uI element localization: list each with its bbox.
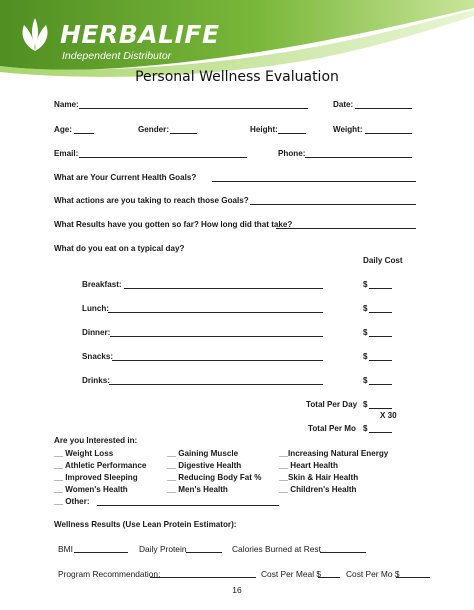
meal-drinks-cost-field[interactable] bbox=[369, 384, 392, 385]
interest-other[interactable]: __ Other: bbox=[54, 497, 90, 506]
height-label: Height: bbox=[250, 125, 278, 134]
cost-per-mo-label: Cost Per Mo $ bbox=[346, 569, 400, 579]
meal-lunch-label: Lunch: bbox=[82, 304, 109, 313]
meal-snacks-cost: $ bbox=[363, 352, 368, 361]
page-number: 16 bbox=[232, 585, 242, 595]
meal-drinks-field[interactable] bbox=[109, 384, 323, 385]
interest-athletic-performance[interactable]: __ Athletic Performance bbox=[54, 461, 147, 470]
meal-snacks-label: Snacks: bbox=[82, 352, 114, 361]
interest-gaining-muscle[interactable]: __ Gaining Muscle bbox=[167, 449, 239, 458]
cost-per-meal-label: Cost Per Meal $ bbox=[261, 569, 322, 579]
total-per-day-cost: $ bbox=[363, 400, 368, 409]
total-per-mo-field[interactable] bbox=[369, 432, 392, 433]
bmi-label: BMI bbox=[58, 544, 73, 554]
total-per-mo-cost: $ bbox=[363, 424, 368, 433]
total-per-day-label: Total Per Day bbox=[306, 400, 358, 409]
brand-name: HERBALIFE bbox=[60, 20, 220, 49]
cost-per-meal-field[interactable] bbox=[318, 577, 340, 578]
meal-breakfast-label: Breakfast: bbox=[82, 280, 122, 289]
gender-field[interactable] bbox=[170, 133, 197, 134]
name-label: Name: bbox=[54, 100, 79, 109]
meal-drinks-label: Drinks: bbox=[82, 376, 110, 385]
weight-field[interactable] bbox=[365, 133, 412, 134]
total-per-day-field[interactable] bbox=[369, 408, 392, 409]
meal-snacks-cost-field[interactable] bbox=[369, 360, 392, 361]
email-label: Email: bbox=[54, 149, 79, 158]
interest-childrens-health[interactable]: __ Children's Health bbox=[279, 485, 357, 494]
interest-digestive-health[interactable]: __ Digestive Health bbox=[167, 461, 242, 470]
interest-other-field[interactable] bbox=[97, 505, 279, 506]
meal-dinner-label: Dinner: bbox=[82, 328, 111, 337]
page-title: Personal Wellness Evaluation bbox=[135, 69, 339, 85]
herbalife-leaf-icon bbox=[14, 15, 56, 55]
weight-label: Weight: bbox=[333, 125, 363, 134]
interests-heading: Are you Interested in: bbox=[54, 436, 138, 445]
multiplier: X 30 bbox=[380, 411, 397, 420]
goals-field[interactable] bbox=[212, 181, 416, 182]
meal-dinner-field[interactable] bbox=[110, 336, 323, 337]
interest-weight-loss[interactable]: __ Weight Loss bbox=[54, 449, 114, 458]
calories-label: Calories Burned at Rest bbox=[232, 544, 321, 554]
program-recommendation-label: Program Recommendation: bbox=[58, 569, 161, 579]
program-recommendation-field[interactable] bbox=[150, 577, 256, 578]
meal-breakfast-cost-field[interactable] bbox=[369, 288, 392, 289]
interest-heart-health[interactable]: __ Heart Health bbox=[279, 461, 338, 470]
email-field[interactable] bbox=[79, 157, 247, 158]
total-per-mo-label: Total Per Mo bbox=[308, 424, 356, 433]
meal-snacks-field[interactable] bbox=[112, 360, 323, 361]
age-field[interactable] bbox=[74, 133, 94, 134]
eat-question: What do you eat on a typical day? bbox=[54, 244, 185, 253]
name-field[interactable] bbox=[79, 108, 308, 109]
actions-field[interactable] bbox=[250, 204, 416, 205]
date-label: Date: bbox=[333, 100, 354, 109]
interest-improved-sleeping[interactable]: __ Improved Sleeping bbox=[54, 473, 138, 482]
meal-breakfast-cost: $ bbox=[363, 280, 368, 289]
height-field[interactable] bbox=[278, 133, 306, 134]
meal-lunch-field[interactable] bbox=[108, 312, 323, 313]
interest-reducing-body-fat[interactable]: __ Reducing Body Fat % bbox=[167, 473, 262, 482]
actions-question: What actions are you taking to reach those Goals? bbox=[54, 196, 249, 205]
interest-mens-health[interactable]: __ Men's Health bbox=[167, 485, 228, 494]
date-field[interactable] bbox=[355, 108, 412, 109]
results-field[interactable] bbox=[276, 228, 416, 229]
wellness-heading: Wellness Results (Use Lean Protein Estimator): bbox=[54, 520, 237, 529]
bmi-field[interactable] bbox=[74, 552, 128, 553]
age-label: Age: bbox=[54, 125, 72, 134]
cost-per-mo-field[interactable] bbox=[396, 577, 430, 578]
interest-womens-health[interactable]: __ Women's Health bbox=[54, 485, 128, 494]
daily-cost-header: Daily Cost bbox=[363, 256, 403, 265]
interest-natural-energy[interactable]: __Increasing Natural Energy bbox=[279, 449, 389, 458]
daily-protein-field[interactable] bbox=[186, 552, 222, 553]
meal-lunch-cost-field[interactable] bbox=[369, 312, 392, 313]
header-banner bbox=[0, 0, 474, 80]
calories-field[interactable] bbox=[320, 552, 366, 553]
phone-label: Phone: bbox=[278, 149, 306, 158]
meal-lunch-cost: $ bbox=[363, 304, 368, 313]
meal-dinner-cost-field[interactable] bbox=[369, 336, 392, 337]
goals-question: What are Your Current Health Goals? bbox=[54, 173, 197, 182]
phone-field[interactable] bbox=[305, 157, 412, 158]
interest-skin-hair-health[interactable]: __Skin & Hair Health bbox=[279, 473, 359, 482]
meal-drinks-cost: $ bbox=[363, 376, 368, 385]
brand-tagline: Independent Distributor bbox=[62, 50, 172, 62]
meal-dinner-cost: $ bbox=[363, 328, 368, 337]
meal-breakfast-field[interactable] bbox=[124, 288, 323, 289]
results-question: What Results have you gotten so far? How long did that take? bbox=[54, 220, 293, 229]
daily-protein-label: Daily Protein bbox=[139, 544, 187, 554]
gender-label: Gender: bbox=[138, 125, 170, 134]
